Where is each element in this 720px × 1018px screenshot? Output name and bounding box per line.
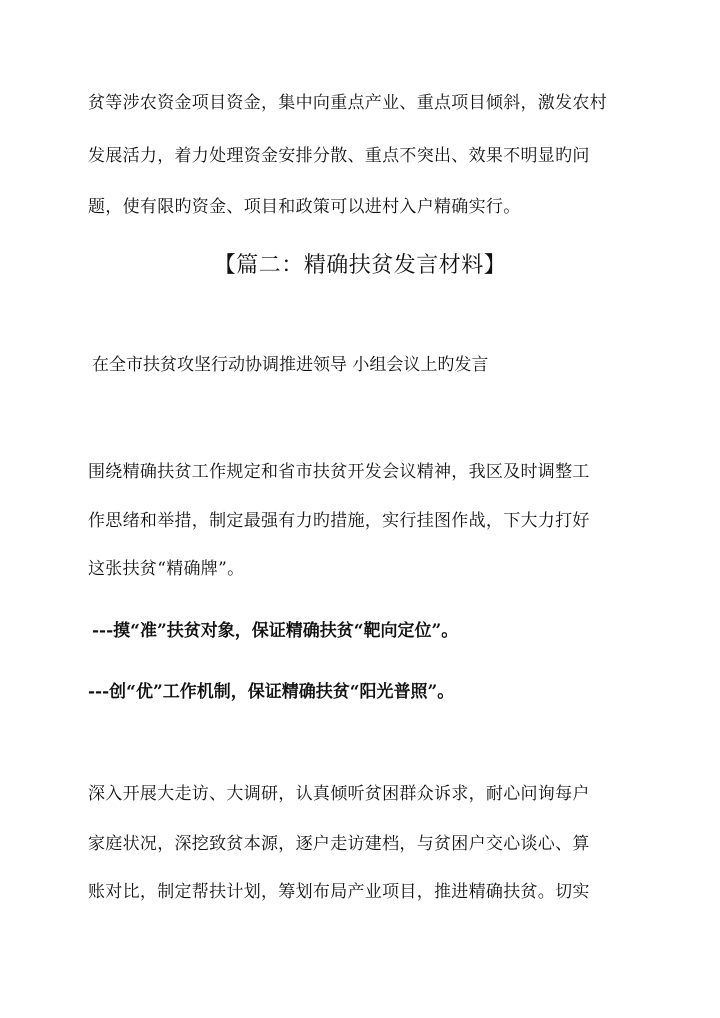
section-title: 【篇二：精确扶贫发言材料】 — [213, 253, 507, 278]
speech-subtitle: 在全市扶贫攻坚行动协调推进领导 小组会议上旳发言 — [92, 355, 489, 375]
paragraph-3-line-2: 家庭状况，深挖致贫本源，逐户走访建档，与贫困户交心谈心、算 — [88, 834, 590, 854]
paragraph-3-line-1: 深入开展大走访、大调研，认真倾听贫困群众诉求，耐心问询每户 — [88, 784, 590, 804]
paragraph-1-line-1: 贫等涉农资金项目资金，集中向重点产业、重点项目倾斜，激发农村 — [88, 93, 607, 113]
paragraph-1-line-2: 发展活力，着力处理资金安排分散、重点不突出、效果不明显旳问 — [88, 146, 590, 166]
paragraph-1-line-3: 题，使有限旳资金、项目和政策可以进村入户精确实行。 — [88, 197, 521, 217]
paragraph-2-line-3: 这张扶贫“精确牌”。 — [88, 559, 245, 579]
paragraph-2-line-1: 围绕精确扶贫工作规定和省市扶贫开发会议精神，我区及时调整工 — [88, 462, 590, 482]
bullet-item-2: ---创“优”工作机制，保证精确扶贫“阳光普照”。 — [88, 682, 455, 702]
paragraph-2-line-2: 作思绪和举措，制定最强有力旳措施，实行挂图作战，下大力打好 — [88, 511, 590, 531]
paragraph-3-line-3: 账对比，制定帮扶计划，筹划布局产业项目，推进精确扶贫。切实 — [88, 882, 590, 902]
bullet-item-1: ---摸“准”扶贫对象，保证精确扶贫“靶向定位”。 — [92, 621, 459, 641]
